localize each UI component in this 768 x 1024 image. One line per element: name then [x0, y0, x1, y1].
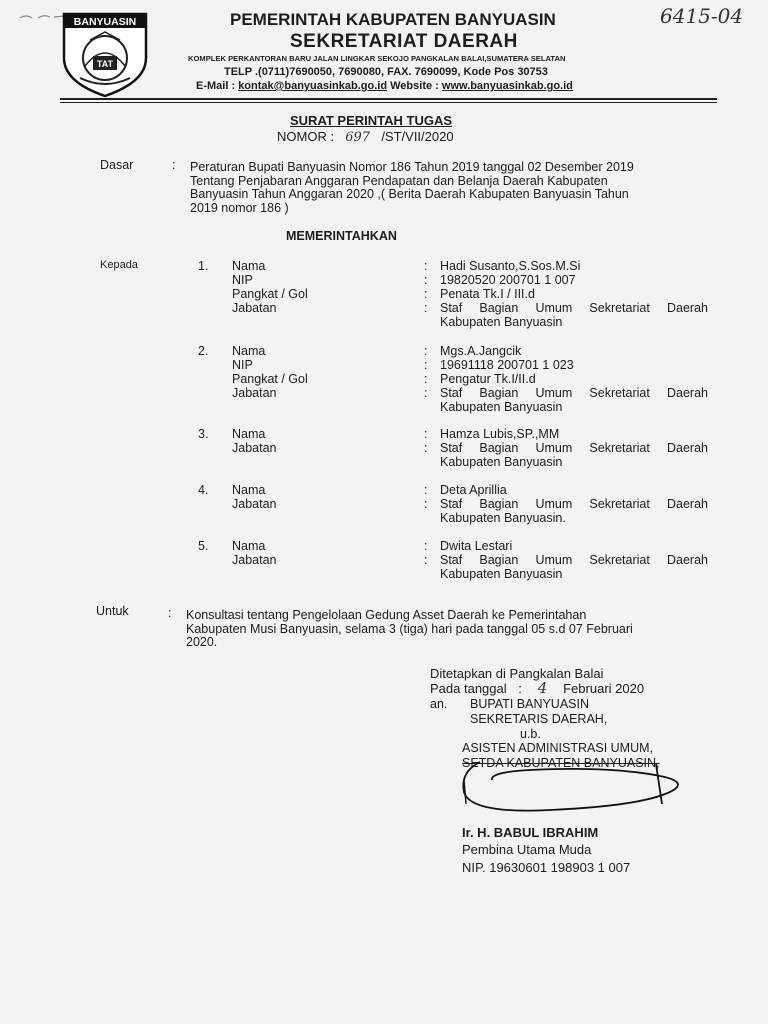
email-label: E-Mail : [196, 80, 236, 92]
dasar-line: 2019 nomor 186 ) [190, 200, 289, 215]
person-field-colon: : [424, 497, 428, 511]
pada-tanggal-label: Pada tanggal [430, 681, 507, 696]
nomor-suffix: /ST/VII/2020 [381, 129, 454, 144]
untuk-colon: : [168, 606, 172, 620]
website-link[interactable]: www.banyuasinkab.go.id [441, 80, 573, 92]
kepada-label: Kepada [100, 259, 138, 271]
person-field-label: Jabatan [232, 441, 277, 455]
person-field-label: Jabatan [232, 301, 277, 315]
sekda-line: SEKRETARIS DAERAH, [470, 712, 608, 726]
person-field-value: Staf Bagian Umum Sekretariat Daerah [440, 553, 708, 567]
person-field-value: Staf Bagian Umum Sekretariat Daerah [440, 386, 708, 400]
person-field-colon: : [424, 386, 428, 400]
untuk-line: Konsultasi tentang Pengelolaan Gedung Asset Daerah ke Pemerintahan [186, 608, 587, 622]
person-field-value: Deta Aprillia [440, 483, 507, 497]
letterhead-rule [60, 98, 717, 100]
person-field-colon: : [424, 372, 428, 386]
person-field-colon: : [424, 539, 428, 553]
person-field-value: Pengatur Tk.I/II.d [440, 372, 536, 386]
person-field-value-cont: Kabupaten Banyuasin [440, 315, 563, 329]
pada-tanggal-month: Februari 2020 [563, 681, 645, 696]
person-number: 5. [198, 539, 209, 553]
signatory-name: Ir. H. BABUL IBRAHIM [462, 825, 599, 840]
letterhead-line1: PEMERINTAH KABUPATEN BANYUASIN [230, 10, 556, 29]
person-field-colon: : [424, 287, 428, 301]
person-field-value: Hadi Susanto,S.Sos.M.Si [440, 259, 581, 273]
letterhead-phone: TELP .(0711)7690050, 7690080, FAX. 7690099, Kode Pos 30753 [224, 66, 548, 78]
dasar-line: Peraturan Bupati Banyuasin Nomor 186 Tahun 2019 tanggal 02 Desember 2019 [190, 160, 634, 174]
signatory-rank: Pembina Utama Muda [462, 842, 592, 857]
untuk-label: Untuk [96, 604, 129, 618]
letterhead-address: KOMPLEK PERKANTORAN BARU JALAN LINGKAR SEKOJO PANGKALAN BALAI,SUMATERA SELATAN [188, 54, 566, 63]
letterhead-contact [196, 80, 573, 92]
person-field-label: Nama [232, 539, 266, 553]
setda-line: SETDA KABUPATEN BANYUASIN, [462, 756, 660, 770]
svg-text:TAT: TAT [96, 59, 114, 69]
person-field-value: Staf Bagian Umum Sekretariat Daerah [440, 497, 708, 511]
person-field-label: Jabatan [232, 553, 277, 567]
memerintahkan-heading: MEMERINTAHKAN [286, 229, 397, 243]
person-field-label: Nama [232, 344, 266, 358]
nomor-label: NOMOR : [277, 129, 335, 144]
signatory-nip: NIP. 19630601 198903 1 007 [462, 860, 631, 875]
person-field-label: Jabatan [232, 497, 277, 511]
person-number: 2. [198, 344, 209, 358]
person-field-value: Staf Bagian Umum Sekretariat Daerah [440, 441, 708, 455]
person-field-value-cont: Kabupaten Banyuasin. [440, 511, 566, 525]
person-number: 1. [198, 259, 209, 273]
person-field-label: NIP [232, 358, 253, 372]
person-field-label: NIP [232, 273, 253, 287]
person-field-colon: : [424, 358, 428, 372]
person-field-value-cont: Kabupaten Banyuasin [440, 455, 563, 469]
person-field-label: Nama [232, 259, 266, 273]
person-field-value-cont: Kabupaten Banyuasin [440, 400, 563, 414]
person-field-colon: : [424, 301, 428, 315]
dasar-line: Tentang Penjabaran Anggaran Pendapatan dan Belanja Daerah Kabupaten [190, 173, 608, 188]
dasar-label: Dasar [100, 158, 134, 172]
document-number [277, 129, 454, 145]
letterhead-rule-thin [60, 102, 717, 103]
handwritten-corner-note: 6415-04 [660, 4, 744, 28]
letterhead-line2: SEKRETARIAT DAERAH [290, 31, 518, 52]
person-field-value: 19691118 200701 1 023 [440, 358, 574, 372]
person-field-value: Dwita Lestari [440, 539, 513, 553]
person-field-colon: : [424, 427, 428, 441]
pada-tanggal-day: 4 [537, 679, 548, 697]
person-field-colon: : [424, 553, 428, 567]
person-field-label: Jabatan [232, 386, 277, 400]
untuk-line: 2020. [186, 635, 218, 650]
asisten-line: ASISTEN ADMINISTRASI UMUM, [462, 741, 653, 755]
person-field-value: 19820520 200701 1 007 [440, 273, 576, 287]
person-field-value: Penata Tk.I / III.d [440, 287, 535, 301]
person-field-colon: : [424, 441, 428, 455]
person-field-colon: : [424, 344, 428, 358]
person-field-label: Nama [232, 427, 266, 441]
person-field-label: Pangkat / Gol [232, 372, 308, 386]
dasar-colon: : [172, 158, 176, 172]
person-field-colon: : [424, 259, 428, 273]
dasar-line: Banyuasin Tahun Anggaran 2020 ,( Berita Daerah Kabupaten Banyuasin Tahun [190, 187, 629, 202]
person-field-colon: : [424, 273, 428, 287]
logo-text: BANYUASIN [73, 16, 137, 28]
pada-tanggal-line: Pada tanggal : 4 Februari 2020 [430, 679, 645, 697]
banyuasin-logo [60, 10, 150, 98]
bupati-line: BUPATI BANYUASIN [470, 697, 590, 711]
person-field-value: Staf Bagian Umum Sekretariat Daerah [440, 301, 708, 315]
untuk-line: Kabupaten Musi Banyuasin, selama 3 (tiga) hari pada tanggal 05 s.d 07 Februari [186, 621, 633, 636]
ub-line: u.b. [520, 727, 541, 741]
dasar-text [190, 161, 712, 215]
signature-scribble-icon [440, 752, 700, 832]
person-field-colon: : [424, 483, 428, 497]
nomor-handwritten: 697 [345, 130, 371, 145]
ditetapkan-line: Ditetapkan di Pangkalan Balai [430, 666, 604, 681]
email-link[interactable]: kontak@banyuasinkab.go.id [238, 80, 388, 92]
person-field-value-cont: Kabupaten Banyuasin [440, 567, 563, 581]
untuk-text [186, 609, 708, 650]
person-field-value: Hamza Lubis,SP.,MM [440, 427, 560, 441]
person-number: 4. [198, 483, 209, 497]
person-field-label: Nama [232, 483, 266, 497]
person-number: 3. [198, 427, 209, 441]
person-field-label: Pangkat / Gol [232, 287, 308, 301]
document-title: SURAT PERINTAH TUGAS [290, 113, 453, 128]
person-field-value: Mgs.A.Jangcik [440, 344, 522, 358]
an-label: an. [430, 697, 448, 711]
website-label: Website : [390, 80, 439, 92]
